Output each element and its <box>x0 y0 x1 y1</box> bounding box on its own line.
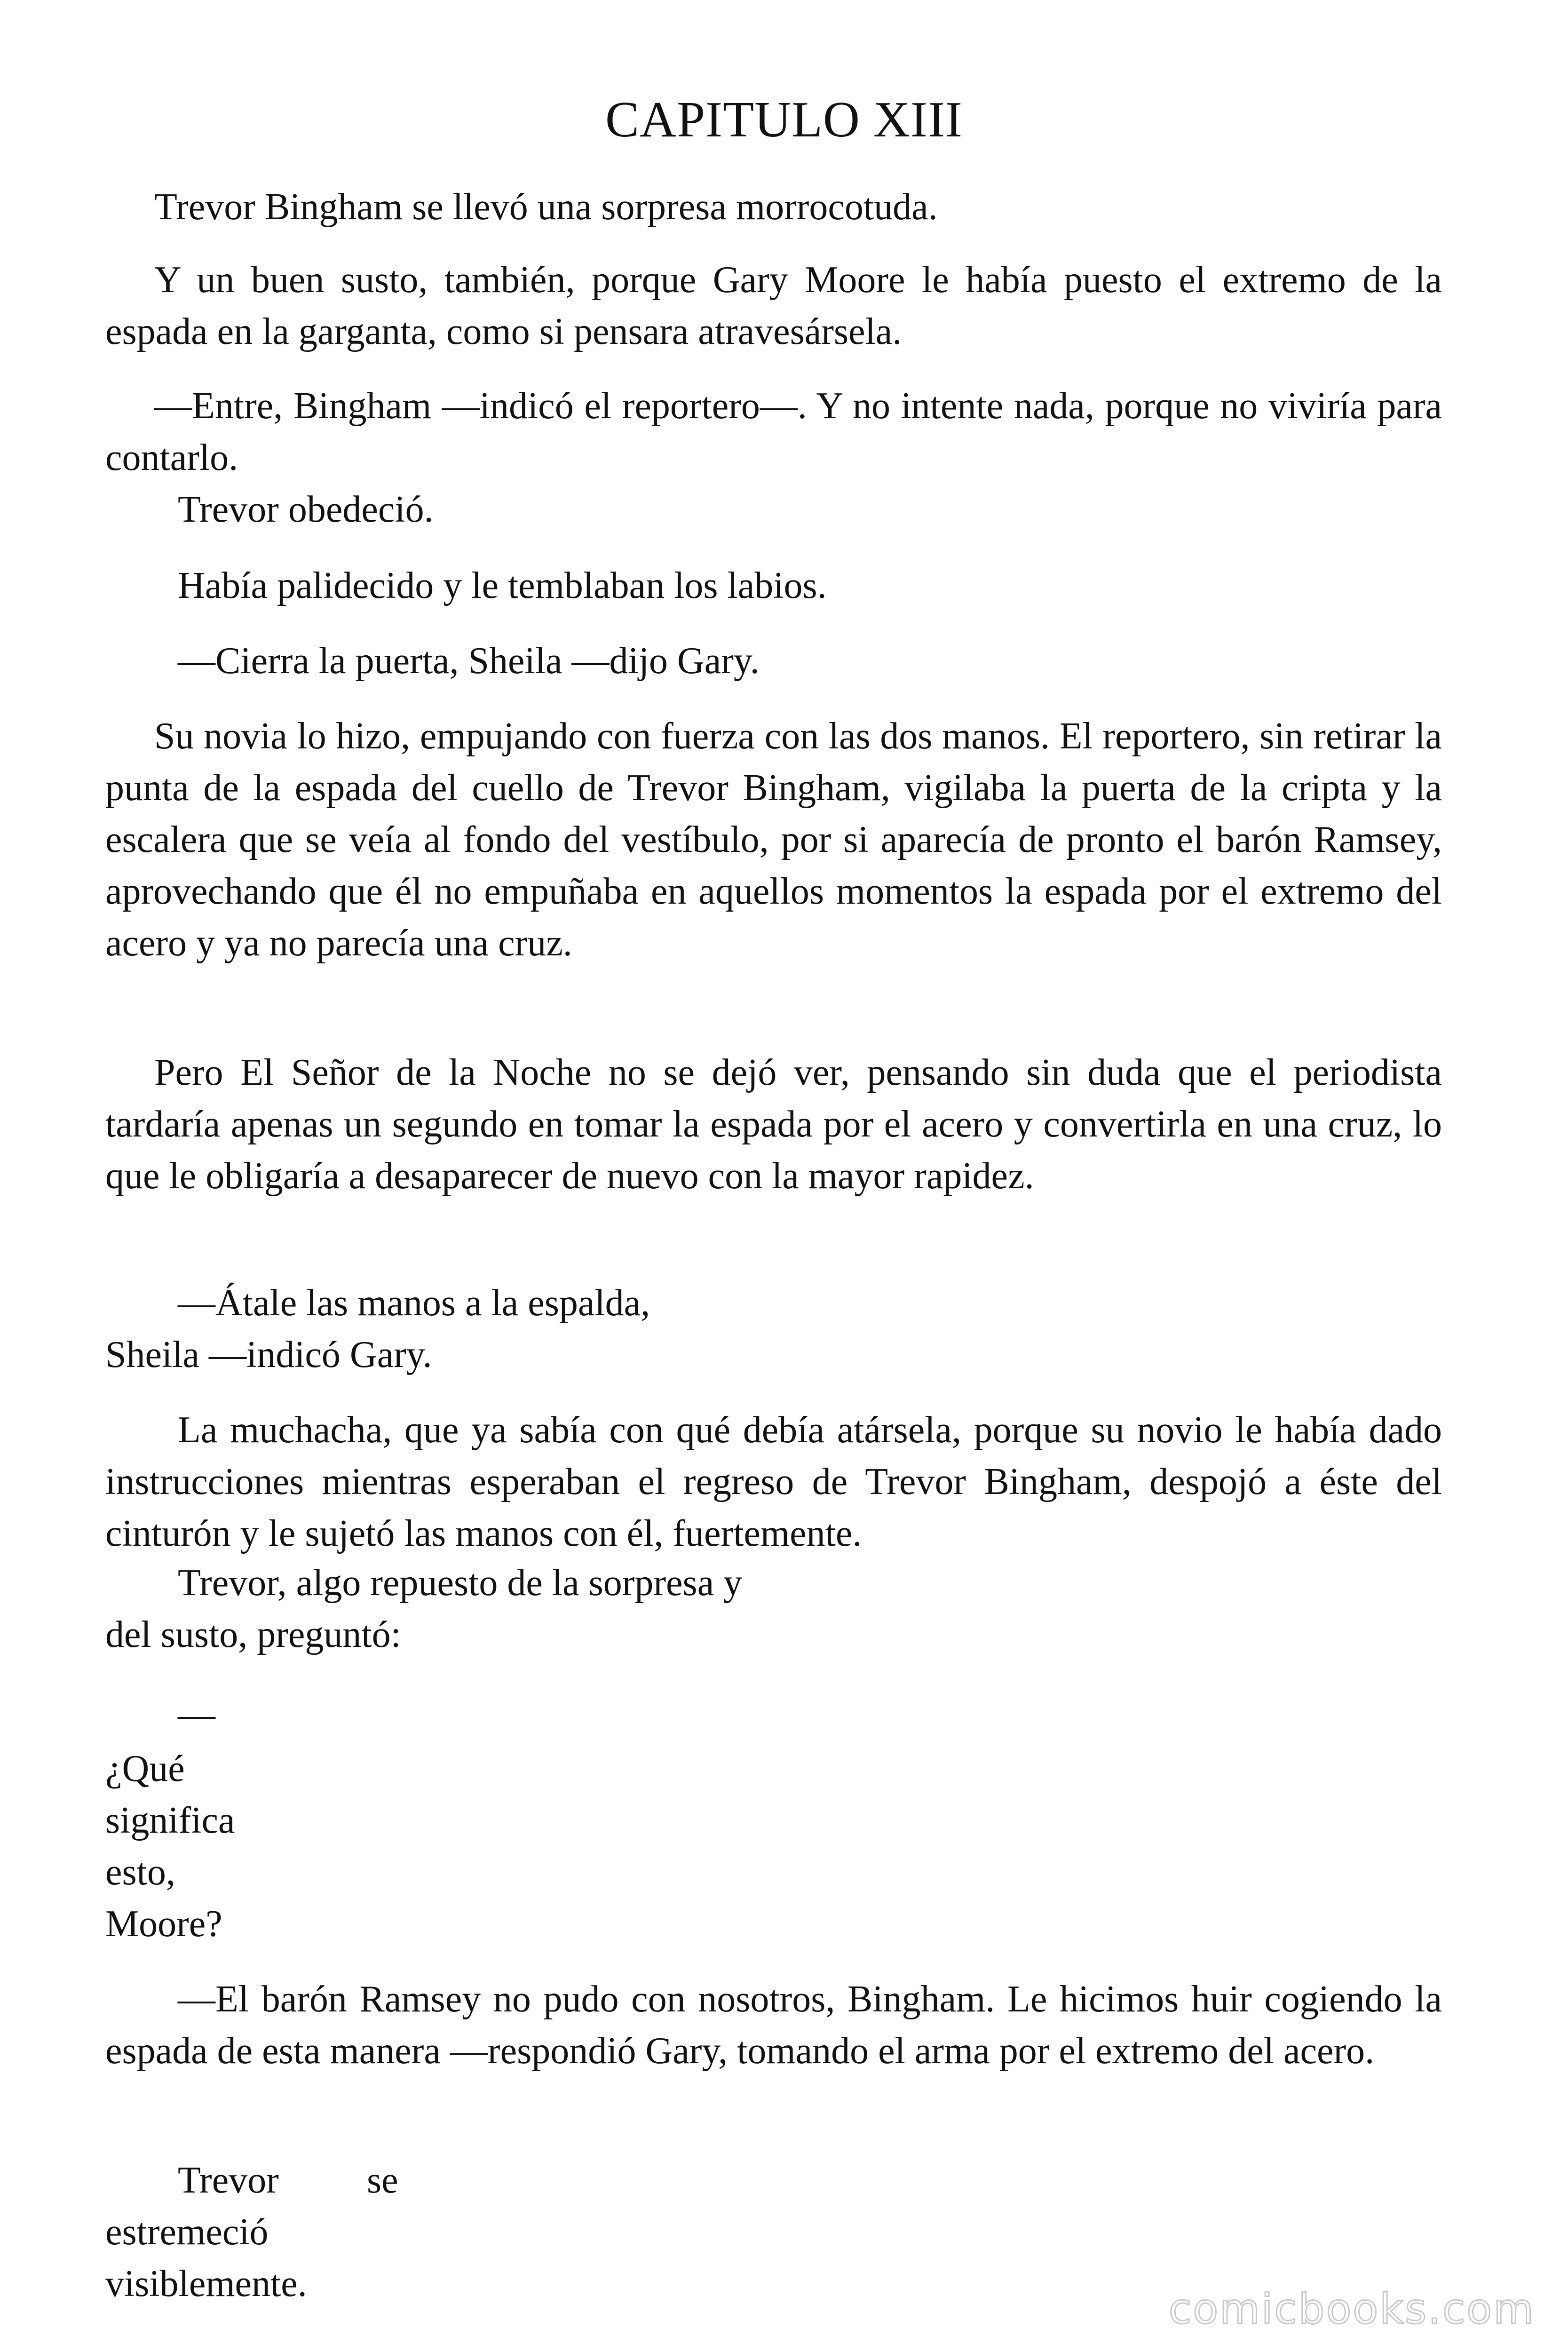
paragraph-2: Y un buen susto, también, porque Gary Moore le había puesto el extremo de la espada en la garganta, como si pensara atravesársela. <box>105 259 1442 352</box>
paragraph-11-line-1: Trevor, algo repuesto de la sorpresa y <box>178 1562 743 1604</box>
dialogue-word-3: esto, <box>105 1851 175 1893</box>
dialogue-dash: — <box>178 1694 215 1735</box>
paragraph-3: —Entre, Bingham —indicó el reportero—. Y no intente nada, porque no viviría para contarlo. <box>105 385 1442 478</box>
paragraph-9-line-2: Sheila —indicó Gary. <box>105 1334 432 1375</box>
chapter-title: CAPITULO XIII <box>605 92 963 148</box>
paragraph-11-line-2: del susto, preguntó: <box>105 1614 401 1655</box>
paragraph-4: Trevor obedeció. <box>178 489 434 530</box>
paragraph-7: Su novia lo hizo, empujando con fuerza con las dos manos. El reportero, sin retirar la punta de la espada del cuello de Trevor Bingham, vigilaba la puerta de la cripta y la escalera que se veía al fondo del vestíbulo, por si aparecía de pronto el barón Ramsey, aprovechando que él no empuñaba en aquellos momentos la espada por el extremo del acero y ya no parecía una cruz. <box>105 715 1442 964</box>
dialogue-word-2: significa <box>105 1800 235 1841</box>
paragraph-14-word-2: se <box>367 2160 398 2201</box>
paragraph-14-line-3: visiblemente. <box>105 2263 307 2304</box>
paragraph-8: Pero El Señor de la Noche no se dejó ver, pensando sin duda que el periodista tardaría apenas un segundo en tomar la espada por el acero y convertirla en una cruz, lo que le obligaría a desaparecer de nuevo con la mayor rapidez. <box>105 1052 1442 1197</box>
paragraph-14-line-2: estremeció <box>105 2211 269 2253</box>
paragraph-6: —Cierra la puerta, Sheila —dijo Gary. <box>178 640 760 682</box>
paragraph-13: —El barón Ramsey no pudo con nosotros, Bingham. Le hicimos huir cogiendo la espada de esta manera —respondió Gary, tomando el arma por el extremo del acero. <box>105 1979 1442 2072</box>
paragraph-5: Había palidecido y le temblaban los labios. <box>178 565 827 606</box>
watermark-logo: comicbooks.com <box>1168 2285 1535 2333</box>
paragraph-1: Trevor Bingham se llevó una sorpresa morrocotuda. <box>154 186 938 228</box>
dialogue-word-4: Moore? <box>105 1903 222 1945</box>
paragraph-14-word-1: Trevor <box>178 2160 279 2201</box>
dialogue-word-1: ¿Qué <box>105 1748 185 1789</box>
paragraph-10: La muchacha, que ya sabía con qué debía atársela, porque su novio le había dado instrucciones mientras esperaban el regreso de Trevor Bingham, despojó a éste del cinturón y le sujetó las manos con él, fuertemente. <box>105 1409 1442 1554</box>
paragraph-9-line-1: —Átale las manos a la espalda, <box>178 1282 650 1324</box>
